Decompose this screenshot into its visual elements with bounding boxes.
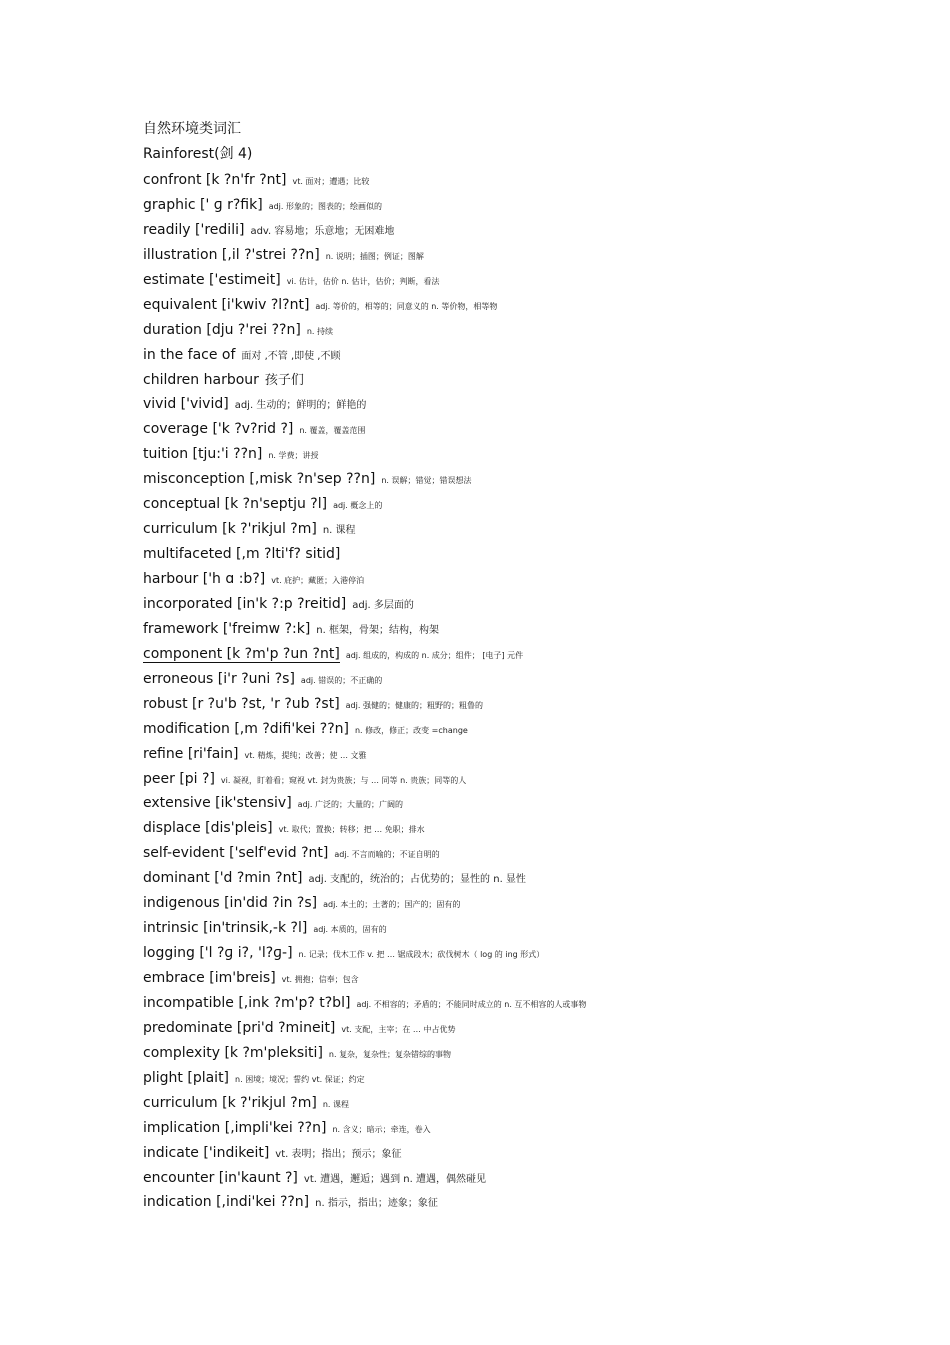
list-item	[143, 666, 923, 691]
vocab-definition: adj. 多层面的	[352, 599, 414, 611]
vocab-definition: n. 学费；讲授	[268, 451, 319, 461]
list-item	[143, 915, 923, 940]
section-subtitle: Rainforest(剑 4)	[143, 146, 253, 162]
list-item	[143, 267, 923, 292]
list-item	[143, 890, 923, 915]
list-item	[143, 965, 923, 990]
vocab-definition: n. 记录；伐木工作 v. 把 … 锯成段木；砍伐树木（ log 的 ing 形式）	[298, 950, 545, 960]
list-item	[143, 815, 923, 840]
vocab-definition: n. 覆盖，覆盖范围	[299, 426, 366, 436]
list-item	[143, 541, 923, 566]
vocab-word: equivalent [i'kwiv ?l?nt]	[143, 296, 310, 313]
vocab-definition: vi. 估计，估价 n. 估计，估价；判断，看法	[286, 276, 440, 286]
vocab-word: component [k ?m'p ?un ?nt]	[143, 645, 340, 662]
vocab-word: indicate ['indikeit]	[143, 1144, 270, 1161]
vocab-definition: adj. 概念上的	[333, 501, 383, 511]
vocab-word: coverage ['k ?v?rid ?]	[143, 421, 294, 438]
list-item	[143, 1189, 923, 1214]
vocab-word: refine [ri'fain]	[143, 745, 239, 762]
vocab-word: plight [plait]	[143, 1069, 230, 1086]
vocab-word: duration [dju ?'rei ??n]	[143, 321, 301, 338]
list-item	[143, 865, 923, 890]
vocab-definition: n. 持续	[306, 326, 333, 336]
list-item	[143, 491, 923, 516]
vocab-word: framework ['freimw ?:k]	[143, 620, 311, 637]
vocab-definition: adj. 支配的，统治的；占优势的；显性的 n. 显性	[308, 874, 526, 886]
vocab-word: extensive [ik'stensiv]	[143, 795, 292, 812]
vocab-definition: adj. 等价的，相等的；同意义的 n. 等价物，相等物	[315, 301, 498, 311]
vocab-definition: adj. 广泛的；大量的；广阔的	[297, 800, 403, 810]
vocab-word: multifaceted [,m ?lti'f? sitid]	[143, 546, 341, 563]
list-item	[143, 790, 923, 815]
list-item	[143, 441, 923, 466]
vocab-definition: n. 复杂，复杂性；复杂错综的事物	[328, 1049, 452, 1059]
list-item	[143, 242, 923, 267]
vocab-word: readily ['redili]	[143, 221, 245, 238]
vocab-word: encounter [in'kaunt ?]	[143, 1169, 298, 1186]
vocab-definition: adj. 错误的；不正确的	[300, 675, 383, 685]
vocab-word: modification [,m ?difi'kei ??n]	[143, 720, 349, 737]
vocab-word: implication [,impli'kei ??n]	[143, 1119, 327, 1136]
list-item	[143, 641, 923, 666]
vocab-word: predominate [pri'd ?mineit]	[143, 1019, 336, 1036]
list-item	[143, 1065, 923, 1090]
vocab-definition: adj. 本质的，固有的	[313, 925, 387, 935]
entry-list	[143, 167, 923, 1214]
vocab-definition: n. 指示，指出；迹象；象征	[315, 1198, 438, 1210]
vocab-word: conceptual [k ?n'septju ?l]	[143, 496, 328, 513]
vocab-definition: adv. 容易地；乐意地；无困难地	[250, 225, 395, 237]
list-item	[143, 1165, 923, 1190]
vocab-word: curriculum [k ?'rikjul ?m]	[143, 1094, 317, 1111]
vocab-word: logging ['l ?ɡ i?, 'l?ɡ-]	[143, 945, 293, 962]
list-item	[143, 591, 923, 616]
list-item	[143, 716, 923, 741]
list-item	[143, 741, 923, 766]
vocab-definition: adj. 不言而喻的；不证自明的	[334, 850, 440, 860]
list-item	[143, 167, 923, 192]
vocab-word: estimate ['estimeit]	[143, 271, 281, 288]
vocab-word: confront [k ?n'fr ?nt]	[143, 172, 287, 188]
vocab-definition: vt. 遭遇，邂逅；遇到 n. 遭遇，偶然碰见	[303, 1173, 486, 1185]
vocab-word: indication [,indi'kei ??n]	[143, 1194, 310, 1211]
list-item	[143, 367, 923, 392]
list-item	[143, 1040, 923, 1065]
vocab-definition: n. 误解；错觉；错误想法	[381, 476, 472, 486]
page-title: 自然环境类词汇	[143, 121, 241, 137]
vocab-definition: vt. 拥抱；信奉；包含	[281, 975, 359, 984]
list-item	[143, 192, 923, 217]
vocab-definition: vt. 取代；置换；转移；把 … 免职；排水	[278, 825, 425, 835]
vocab-word: erroneous [i'r ?uni ?s]	[143, 670, 295, 687]
vocab-word: robust [r ?u'b ?st, 'r ?ub ?st]	[143, 695, 340, 712]
vocab-definition: 孩子们	[264, 372, 304, 388]
vocab-definition: n. 含义；暗示；牵连，卷入	[332, 1124, 431, 1134]
vocab-definition: 面对 ,不管 ,即使 ,不顾	[241, 350, 341, 362]
vocab-word: graphic [' ɡ r?fik]	[143, 196, 263, 213]
list-item	[143, 1115, 923, 1140]
list-item	[143, 217, 923, 242]
vocab-definition: vt. 面对；遭遇；比较	[292, 177, 370, 186]
vocab-word: incorporated [in'k ?:p ?reitid]	[143, 595, 347, 612]
vocab-word: children harbour	[143, 371, 259, 388]
vocab-definition: vt. 精炼，提纯；改善；使 … 文雅	[244, 750, 367, 760]
vocab-word: incompatible [,ink ?m'p? t?bl]	[143, 994, 351, 1011]
list-item	[143, 840, 923, 865]
list-item	[143, 342, 923, 367]
list-item	[143, 466, 923, 491]
vocab-definition: n. 说明；插图；例证；图解	[325, 251, 424, 261]
list-item	[143, 1140, 923, 1165]
list-item	[143, 391, 923, 416]
vocab-word: indigenous [in'did ?in ?s]	[143, 895, 318, 912]
vocab-definition: vt. 庇护；藏匿；入港停泊	[271, 576, 365, 585]
vocab-word: displace [dis'pleis]	[143, 820, 273, 837]
list-item	[143, 691, 923, 716]
list-item	[143, 416, 923, 441]
vocab-definition: adj. 不相容的；矛盾的；不能同时成立的 n. 互不相容的人或事物	[356, 999, 587, 1009]
vocab-definition: n. 框架，骨架；结构，构架	[316, 624, 439, 636]
vocab-word: self-evident ['self'evid ?nt]	[143, 845, 329, 862]
vocab-definition: adj. 组成的，构成的 n. 成分；组件； [电子] 元件	[345, 650, 524, 660]
vocab-word: misconception [,misk ?n'sep ??n]	[143, 471, 376, 488]
vocab-definition: adj. 本土的；土著的；国产的；固有的	[323, 900, 461, 910]
vocab-definition: adj. 形象的；图表的；绘画似的	[268, 201, 382, 211]
vocab-definition: n. 课程	[322, 525, 356, 537]
vocab-word: illustration [,il ?'strei ??n]	[143, 246, 320, 263]
vocab-definition: vt. 表明；指出；预示；象征	[275, 1148, 402, 1160]
list-item	[143, 940, 923, 965]
vocab-definition: vt. 支配，主宰；在 … 中占优势	[341, 1024, 456, 1034]
list-item	[143, 1090, 923, 1115]
vocab-word: curriculum [k ?'rikjul ?m]	[143, 521, 317, 538]
list-item	[143, 292, 923, 317]
vocabulary-page	[143, 116, 923, 1214]
vocab-word: embrace [im'breis]	[143, 970, 276, 986]
list-item	[143, 317, 923, 342]
vocab-definition: vi. 凝视，盯着看；窥视 vt. 封为贵族；与 … 同等 n. 贵族；同等的人	[220, 775, 467, 785]
vocab-definition: n. 困境；境况；誓约 vt. 保证；约定	[235, 1074, 365, 1084]
vocab-definition: adj. 生动的；鲜明的；鲜艳的	[234, 400, 367, 412]
vocab-word: in the face of	[143, 346, 236, 363]
vocab-word: intrinsic [in'trinsik,-k ?l]	[143, 920, 308, 937]
vocab-word: vivid ['vivid]	[143, 396, 229, 413]
vocab-word: tuition [tju:'i ??n]	[143, 446, 263, 463]
list-item	[143, 566, 923, 591]
list-item	[143, 516, 923, 541]
list-item	[143, 990, 923, 1015]
vocab-word: dominant ['d ?min ?nt]	[143, 870, 303, 887]
vocab-word: complexity [k ?m'pleksiti]	[143, 1044, 323, 1061]
vocab-word: peer [pi ?]	[143, 770, 215, 787]
list-item	[143, 1015, 923, 1040]
vocab-word: harbour ['h ɑ :b?]	[143, 571, 266, 587]
vocab-definition: n. 修改，修正；改变 =change	[354, 725, 468, 735]
list-item	[143, 616, 923, 641]
vocab-definition: n. 课程	[322, 1099, 349, 1109]
vocab-definition: adj. 强健的；健康的；粗野的；粗鲁的	[345, 700, 483, 710]
list-item	[143, 766, 923, 791]
